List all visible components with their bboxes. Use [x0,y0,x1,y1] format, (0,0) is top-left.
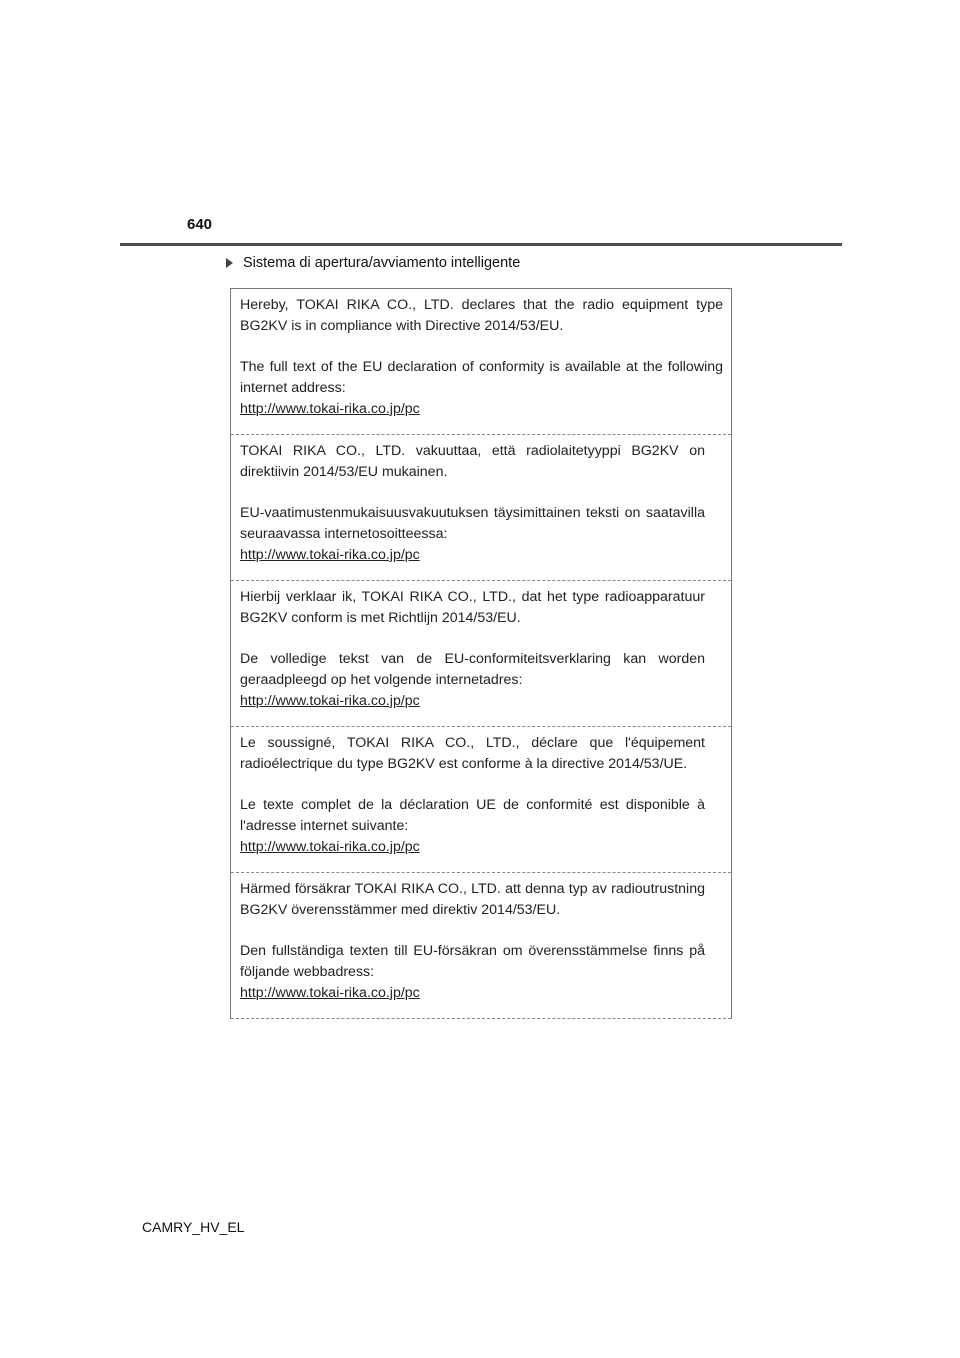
section-heading [226,255,520,271]
page-number: 640 [187,216,213,233]
declaration-cell-fi [231,435,731,581]
declaration-cell-fr [231,727,731,873]
declaration-statement: Hereby, TOKAI RIKA CO., LTD. declares that the radio equipment type BG2KV is in compliance with Directive 2014/53/EU. [240,297,723,334]
triangle-bullet-icon [226,258,233,268]
declaration-availability: De volledige tekst van de EU-conformiteitsverklaring kan worden geraadpleegd op het volgende internetadres: [240,651,705,688]
declaration-url-link[interactable]: http://www.tokai-rika.co.jp/pc [240,839,420,855]
declaration-cell-en [231,289,731,435]
declaration-url-link[interactable]: http://www.tokai-rika.co.jp/pc [240,401,420,417]
declaration-availability: EU-vaatimustenmukaisuusvakuutuksen täysimittainen teksti on saatavilla seuraavassa internetosoitteessa: [240,505,705,542]
declaration-cell-sv [231,873,731,1019]
declaration-cell-nl [231,581,731,727]
declaration-url-link[interactable]: http://www.tokai-rika.co.jp/pc [240,693,420,709]
footer-doc-code: CAMRY_HV_EL [142,1219,245,1235]
declaration-availability: Den fullständiga texten till EU-försäkran om överensstämmelse finns på följande webbadress: [240,943,705,980]
declaration-statement: Le soussigné, TOKAI RIKA CO., LTD., déclare que l'équipement radioélectrique du type BG2KV est conforme à la directive 2014/53/UE. [240,735,705,772]
declaration-availability: Le texte complet de la déclaration UE de conformité est disponible à l'adresse internet suivante: [240,797,705,834]
declaration-url-link[interactable]: http://www.tokai-rika.co.jp/pc [240,547,420,563]
section-title: Sistema di apertura/avviamento intelligente [243,255,521,271]
declaration-url-link[interactable]: http://www.tokai-rika.co.jp/pc [240,985,420,1001]
declaration-statement: TOKAI RIKA CO., LTD. vakuuttaa, että radiolaitetyyppi BG2KV on direktiivin 2014/53/EU mukainen. [240,443,705,480]
declaration-statement: Hierbij verklaar ik, TOKAI RIKA CO., LTD., dat het type radioapparatuur BG2KV conform is met Richtlijn 2014/53/EU. [240,589,705,626]
declarations-table [230,288,732,1019]
declaration-statement: Härmed försäkrar TOKAI RIKA CO., LTD. att denna typ av radioutrustning BG2KV överensstämmer med direktiv 2014/53/EU. [240,881,705,918]
header-rule [120,243,842,246]
declaration-availability: The full text of the EU declaration of conformity is available at the following internet address: [240,359,723,396]
